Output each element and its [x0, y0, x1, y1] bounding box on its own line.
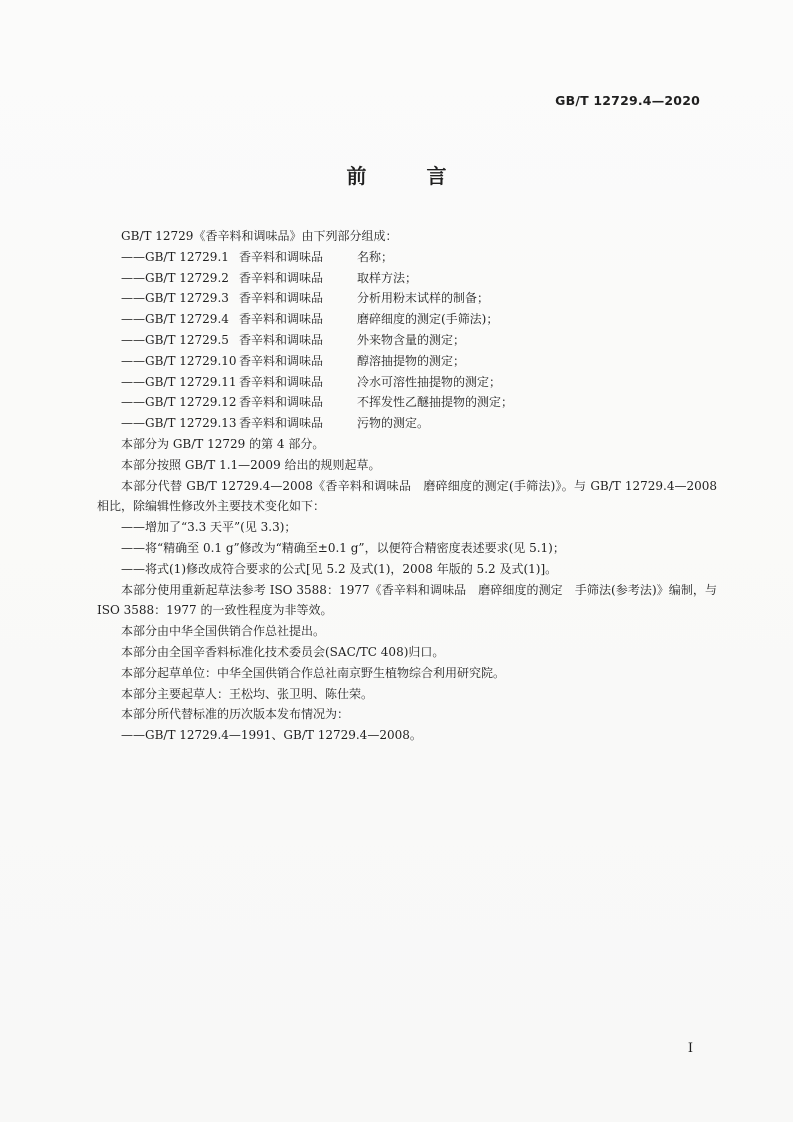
part-series: 香辛料和调味品 [239, 395, 324, 410]
part-code: ——GB/T 12729.11 [121, 374, 237, 389]
replacement-paragraph: 本部分代替 GB/T 12729.4—2008《香辛料和调味品 磨碎细度的测定(手筛法)》。与 GB/T 12729.4—2008 相比，除编辑性修改外主要技术变化如下： [97, 478, 717, 514]
part-series: 香辛料和调味品 [239, 353, 324, 368]
list-item [97, 392, 717, 413]
part-subject: 冷水可溶性抽提物的测定； [357, 374, 502, 389]
part-code: ——GB/T 12729.12 [121, 395, 237, 410]
list-item: ——增加了“3.3 天平”(见 3.3)； [121, 520, 297, 535]
list-item [97, 268, 717, 289]
part-code: ——GB/T 12729.2 [121, 270, 229, 285]
part-code: ——GB/T 12729.4 [121, 312, 229, 327]
part-series: 香辛料和调味品 [239, 312, 324, 327]
list-item [97, 330, 717, 351]
part-series: 香辛料和调味品 [239, 416, 324, 431]
history-intro-paragraph: 本部分所代替标准的历次版本发布情况为： [121, 707, 350, 722]
list-item [97, 351, 717, 372]
part-subject: 污物的测定。 [357, 416, 430, 431]
part-code: ——GB/T 12729.5 [121, 332, 229, 347]
part-subject: 外来物含量的测定； [357, 332, 466, 347]
part-subject: 分析用粉末试样的制备； [357, 291, 490, 306]
part-subject: 磨碎细度的测定(手筛法)； [357, 312, 499, 327]
foreword-body [97, 226, 717, 746]
list-item [97, 309, 717, 330]
history-list-item: ——GB/T 12729.4—1991、GB/T 12729.4—2008。 [121, 728, 422, 743]
list-item [97, 288, 717, 309]
centralized-paragraph: 本部分由全国辛香料标准化技术委员会(SAC/TC 408)归口。 [121, 644, 445, 659]
part-code: ——GB/T 12729.3 [121, 291, 229, 306]
intro-paragraph: GB/T 12729《香辛料和调味品》由下列部分组成： [121, 229, 398, 243]
part-series: 香辛料和调味品 [239, 332, 324, 347]
parts-list [97, 247, 717, 434]
part-subject: 不挥发性乙醚抽提物的测定； [357, 395, 514, 410]
part-series: 香辛料和调味品 [239, 291, 324, 306]
part-of-paragraph: 本部分为 GB/T 12729 的第 4 部分。 [121, 436, 325, 451]
drafters-paragraph: 本部分主要起草人：王松均、张卫明、陈仕荣。 [121, 686, 374, 701]
iso-reference-paragraph: 本部分使用重新起草法参考 ISO 3588：1977《香辛料和调味品 磨碎细度的测定 手筛法(参考法)》编制，与 ISO 3588：1977 的一致性程度为非等效。 [97, 582, 717, 618]
list-item: ——将式(1)修改成符合要求的公式[见 5.2 及式(1)，2008 年版的 5.2 及式(1)]。 [121, 561, 558, 576]
part-code: ——GB/T 12729.13 [121, 416, 237, 431]
part-series: 香辛料和调味品 [239, 270, 324, 285]
rules-paragraph: 本部分按照 GB/T 1.1—2009 给出的规则起草。 [121, 457, 381, 472]
part-code: ——GB/T 12729.10 [121, 353, 237, 368]
page-title: 前 言 [346, 164, 467, 188]
drafting-units-paragraph: 本部分起草单位：中华全国供销合作总社南京野生植物综合利用研究院。 [121, 665, 506, 680]
list-item: ——将“精确至 0.1 g”修改为“精确至±0.1 g”，以便符合精密度表述要求(见 5.1)； [121, 540, 565, 555]
list-item [97, 372, 717, 393]
part-subject: 醇溶抽提物的测定； [357, 353, 466, 368]
list-item [97, 413, 717, 434]
part-series: 香辛料和调味品 [239, 374, 324, 389]
proposed-by-paragraph: 本部分由中华全国供销合作总社提出。 [121, 624, 326, 639]
part-series: 香辛料和调味品 [239, 249, 324, 264]
list-item [97, 247, 717, 268]
part-code: ——GB/T 12729.1 [121, 249, 229, 264]
part-subject: 取样方法； [357, 270, 418, 285]
page-number: I [687, 1041, 693, 1056]
changes-list [97, 517, 717, 579]
standard-code: GB/T 12729.4—2020 [555, 93, 700, 108]
part-subject: 名称； [357, 249, 394, 264]
